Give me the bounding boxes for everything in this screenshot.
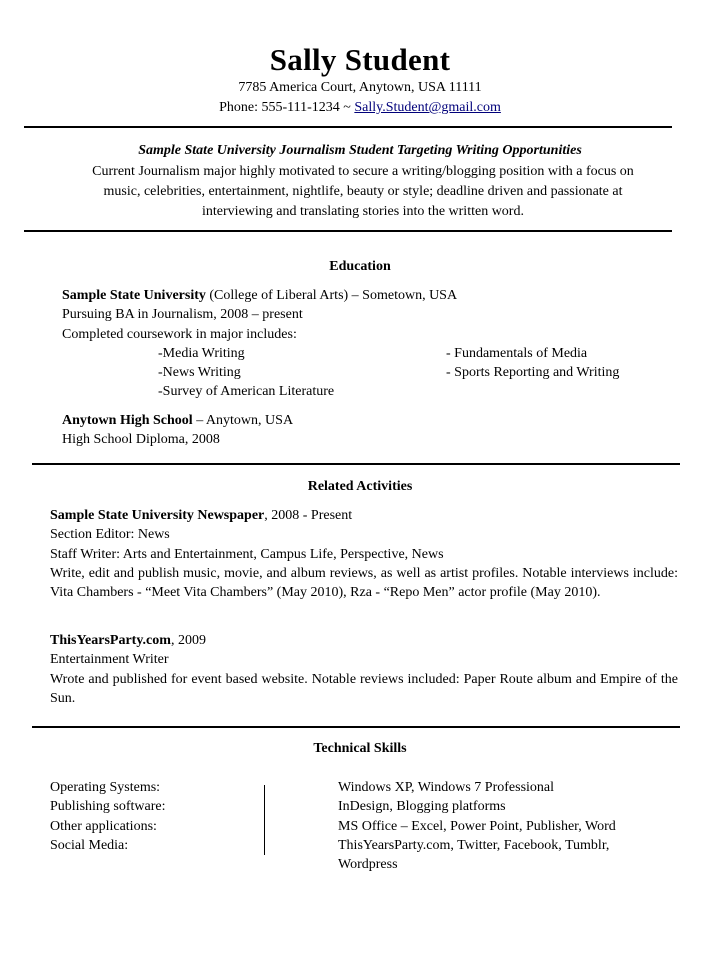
- course-item: -Survey of American Literature: [158, 384, 335, 399]
- newspaper-dates: , 2008 - Present: [264, 508, 353, 523]
- highschool-line: [62, 411, 662, 430]
- address-line: 7785 America Court, Anytown, USA 11111: [238, 80, 482, 95]
- skills-labels: [50, 778, 166, 855]
- email-link[interactable]: Sally.Student@gmail.com: [354, 100, 501, 115]
- skills-values: [338, 778, 616, 874]
- activity-website: [50, 631, 678, 708]
- newspaper-role: Staff Writer: Arts and Entertainment, Campus Life, Perspective, News: [50, 546, 444, 562]
- university-name: Sample State University: [62, 288, 206, 303]
- coursework-intro: Completed coursework in major includes:: [62, 326, 297, 342]
- course-item: - Sports Reporting and Writing: [446, 365, 620, 380]
- courses-left: [158, 344, 334, 401]
- resume-name: Sally Student: [269, 42, 451, 77]
- skill-label: Operating Systems:: [50, 780, 161, 795]
- phone-text: Phone: 555-111-1234 ~: [219, 100, 355, 115]
- skill-label: Publishing software:: [50, 799, 166, 815]
- header-divider: [24, 126, 672, 128]
- contact-line: [0, 99, 720, 117]
- skill-value: MS Office – Excel, Power Point, Publisher, Word: [338, 818, 616, 834]
- newspaper-name: Sample State University Newspaper: [50, 508, 265, 523]
- skill-value: ThisYearsParty.com, Twitter, Facebook, Tumblr,: [338, 837, 610, 853]
- website-description: Wrote and published for event based website. Notable reviews included: Paper Route album and Empire of the Sun.: [50, 671, 678, 706]
- course-item: - Fundamentals of Media: [446, 346, 588, 361]
- education-university: [62, 286, 662, 344]
- skill-value: Wordpress: [338, 857, 398, 873]
- objective-line: interviewing and translating stories into the written word.: [202, 204, 524, 219]
- course-item: -News Writing: [158, 365, 241, 380]
- degree-line: Pursuing BA in Journalism, 2008 – present: [62, 307, 303, 323]
- website-role: Entertainment Writer: [50, 652, 169, 668]
- skill-value: InDesign, Blogging platforms: [338, 799, 506, 815]
- activities-divider: [32, 726, 680, 728]
- university-detail: (College of Liberal Arts) – Sometown, USA: [205, 288, 458, 303]
- education-divider: [32, 463, 680, 465]
- skill-label: Other applications:: [50, 818, 157, 834]
- diploma-line: High School Diploma, 2008: [62, 432, 220, 448]
- highschool-name: Anytown High School: [62, 413, 193, 428]
- skills-heading: Technical Skills: [313, 741, 407, 756]
- newspaper-description: Write, edit and publish music, movie, and album reviews, as well as artist profiles. Notable interviews include: Vita Chambers - “Meet Vita Chambers” (May 2010), Rza - “Repo Men” actor profile (May 2010).: [50, 565, 678, 601]
- objective-divider: [24, 230, 672, 232]
- objective-summary: [48, 162, 678, 222]
- course-item: -Media Writing: [158, 346, 245, 361]
- objective-line: music, celebrities, entertainment, nightlife, beauty or style; deadline driven and passionate at: [103, 184, 623, 199]
- education-highschool: [62, 411, 662, 450]
- education-heading: Education: [329, 259, 391, 274]
- newspaper-line: [50, 506, 678, 525]
- website-line: [50, 631, 678, 650]
- activity-newspaper: [50, 506, 678, 602]
- highschool-detail: – Anytown, USA: [192, 413, 294, 428]
- website-dates: , 2009: [170, 633, 206, 648]
- objective-line: Current Journalism major highly motivated to secure a writing/blogging position with a focus on: [92, 164, 634, 179]
- newspaper-role: Section Editor: News: [50, 527, 170, 543]
- activities-heading: Related Activities: [307, 479, 413, 494]
- university-line: [62, 286, 662, 305]
- website-name: ThisYearsParty.com: [50, 633, 171, 648]
- courses-right: [446, 344, 619, 382]
- skill-value: Windows XP, Windows 7 Professional: [338, 780, 555, 795]
- objective-title: Sample State University Journalism Student Targeting Writing Opportunities: [138, 143, 582, 158]
- skill-label: Social Media:: [50, 837, 129, 853]
- skills-column-divider: [264, 785, 265, 855]
